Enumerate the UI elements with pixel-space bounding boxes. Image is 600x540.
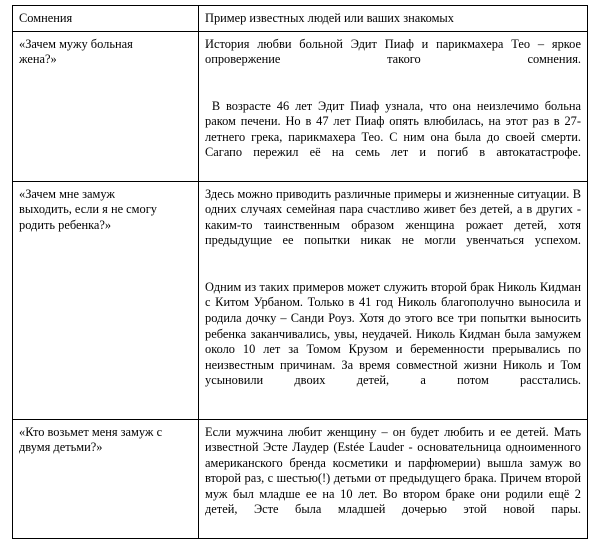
table-body (13, 31, 588, 538)
example-paragraph: Одним из таких примеров может служить второй брак Николь Кидман с Китом Урбаном. Только в 41 год Николь благополучно выносила и родила дочку – Санди Роуз. Хотя до этого все три попытки выносить ребенка заканчивались, увы, неудачей. Николь Кидман была замужем около 10 лет за Томом Крузом и беременности прерывались по неизвестным причинам. За время совместной жизни Николь и Том усыновили двоих детей, а потом расстались. (205, 279, 581, 388)
doubt-line: жена?» (19, 52, 57, 67)
table-header (13, 6, 588, 32)
example-cell (199, 181, 588, 419)
doubt-line: двумя детьми?» (19, 440, 103, 455)
column-header-examples: Пример известных людей или ваших знакомых (199, 6, 588, 32)
column-header-doubts: Сомнения (13, 6, 199, 32)
table-header-row (13, 6, 588, 32)
doubt-cell (13, 419, 199, 538)
doubts-examples-table (12, 5, 588, 539)
table-row (13, 181, 588, 419)
example-cell (199, 419, 588, 538)
doubt-line: «Зачем мужу больная (19, 36, 133, 51)
doubt-line: выходить, если я не смогу (19, 202, 157, 217)
example-cell (199, 31, 588, 181)
table-row (13, 419, 588, 538)
table-row (13, 31, 588, 181)
doubt-cell (13, 31, 199, 181)
doubt-line: родить ребенка?» (19, 217, 112, 232)
doubt-line: «Кто возьмет меня замуж с (19, 424, 163, 439)
doubt-line: «Зачем мне замуж (19, 186, 115, 201)
doubt-cell (13, 181, 199, 419)
example-paragraph: Если мужчина любит женщину – он будет любить и ее детей. Мать известной Эсте Лаудер (Estée Lauder - основательница одноименного американского бренда косметики и парфюмерии) вышла замуж во второй раз, с шестью(!) детьми от предыдущего брака. Причем второй муж был младше ее на 10 лет. Во втором браке они родили ещё 2 детей, Эсте была младшей дочерью этой новой пары. (205, 424, 581, 517)
example-paragraph: История любви больной Эдит Пиаф и парикмахера Тео – яркое опровержение такого сомнения. (205, 36, 581, 67)
example-paragraph: Здесь можно приводить различные примеры и жизненные ситуации. В одних случаях семейная пара счастливо живет без детей, а в других - каким-то таинственным образом женщина рожает детей, хотя предыдущие ее попытки никак не могли увенчаться успехом. (205, 186, 581, 248)
example-paragraph: В возрасте 46 лет Эдит Пиаф узнала, что она неизлечимо больна раком печени. Но в 47 лет Пиаф опять влюбилась, на этот раз в 27-летнего грека, парикмахера Тео. С ним она была до своей смерти. Сагапо пережил её на семь лет и погиб в автокатастрофе. (205, 98, 581, 160)
